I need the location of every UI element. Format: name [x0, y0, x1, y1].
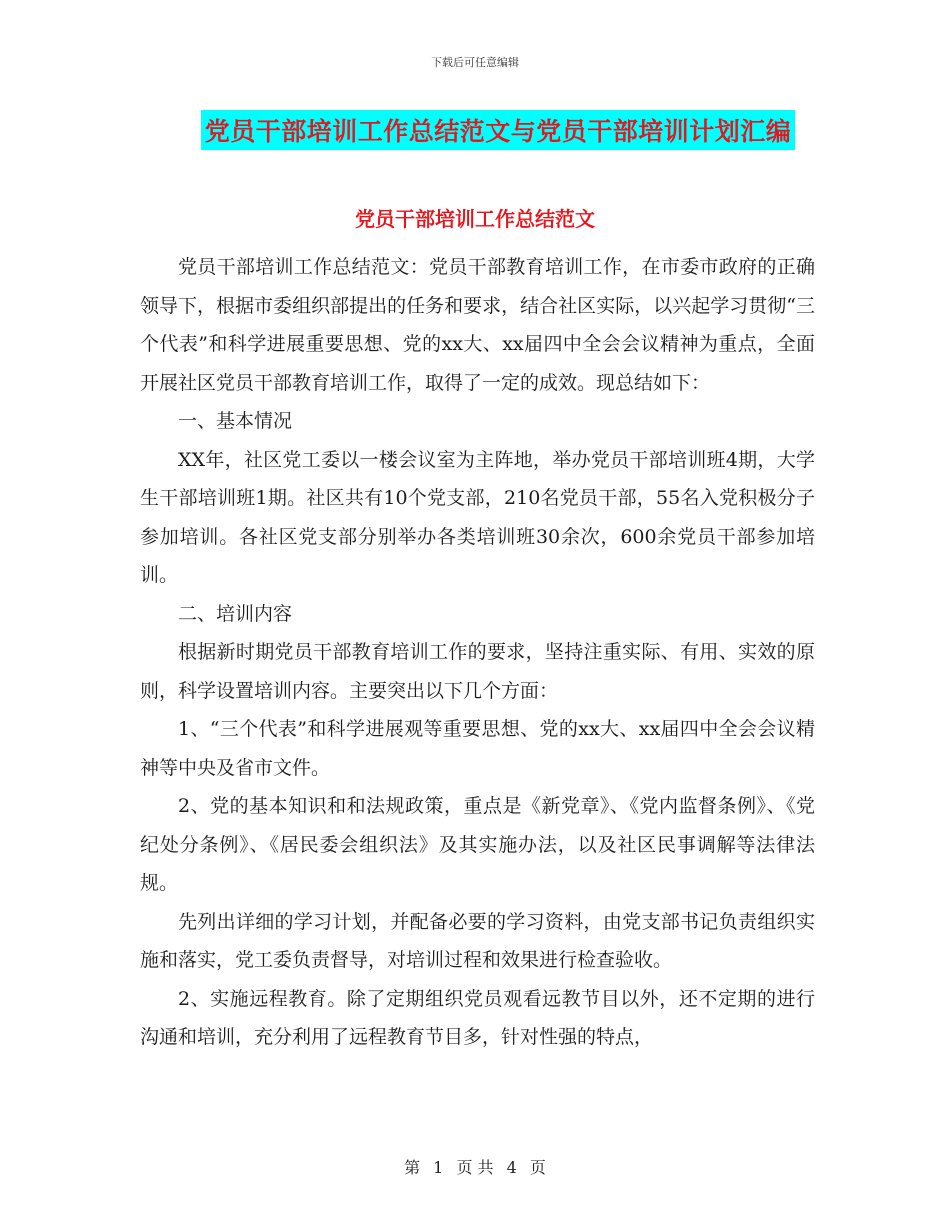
- footer-page-number: 1: [433, 1158, 444, 1177]
- paragraph: 党员干部培训工作总结范文：党员干部教育培训工作，在市委市政府的正确领导下，根据市委组织部提出的任务和要求，结合社区实际，以兴起学习贯彻“三个代表”和科学进展重要思想、党的xx大、xx届四中全会会议精神为重点，全面开展社区党员干部教育培训工作，取得了一定的成效。现总结如下：: [140, 256, 815, 394]
- heading-basic-situation: 一、基本情况: [178, 410, 293, 432]
- paragraph: XX年，社区党工委以一楼会议室为主阵地，举办党员干部培训班4期，大学生干部培训班1期。社区共有10个党支部，210名党员干部，55名入党积极分子参加培训。各社区党支部分别举办各类培训班30余次，600余党员干部参加培训。: [140, 448, 815, 586]
- list-item: 1、“三个代表”和科学进展观等重要思想、党的xx大、xx届四中全会会议精神等中央及省市文件。: [140, 718, 815, 779]
- list-item: 2、实施远程教育。除了定期组织党员观看远教节目以外，还不定期的进行沟通和培训，充分利用了远程教育节目多，针对性强的特点，: [140, 987, 815, 1048]
- header-note: 下载后可任意编辑: [431, 56, 519, 69]
- section-title: 党员干部培训工作总结范文: [355, 207, 595, 231]
- footer-suffix: 页: [529, 1158, 546, 1177]
- document-title: 党员干部培训工作总结范文与党员干部培训计划汇编: [201, 110, 796, 150]
- heading-training-content: 二、培训内容: [178, 602, 293, 625]
- footer-mid: 页 共: [456, 1158, 494, 1177]
- footer-total-pages: 4: [506, 1158, 517, 1177]
- document-title-container: [0, 110, 950, 150]
- body-text: [140, 248, 815, 1057]
- list-item: 2、党的基本知识和和法规政策，重点是《新党章》、《党内监督条例》、《党纪处分条例》、《居民委会组织法》及其实施办法，以及社区民事调解等法律法规。: [140, 795, 815, 894]
- paragraph: 根据新时期党员干部教育培训工作的要求，坚持注重实际、有用、实效的原则，科学设置培训内容。主要突出以下几个方面：: [140, 641, 815, 702]
- footer-prefix: 第: [404, 1158, 421, 1177]
- paragraph: 先列出详细的学习计划，并配备必要的学习资料，由党支部书记负责组织实施和落实，党工委负责督导，对培训过程和效果进行检查验收。: [140, 910, 815, 971]
- page-footer: [0, 1155, 950, 1178]
